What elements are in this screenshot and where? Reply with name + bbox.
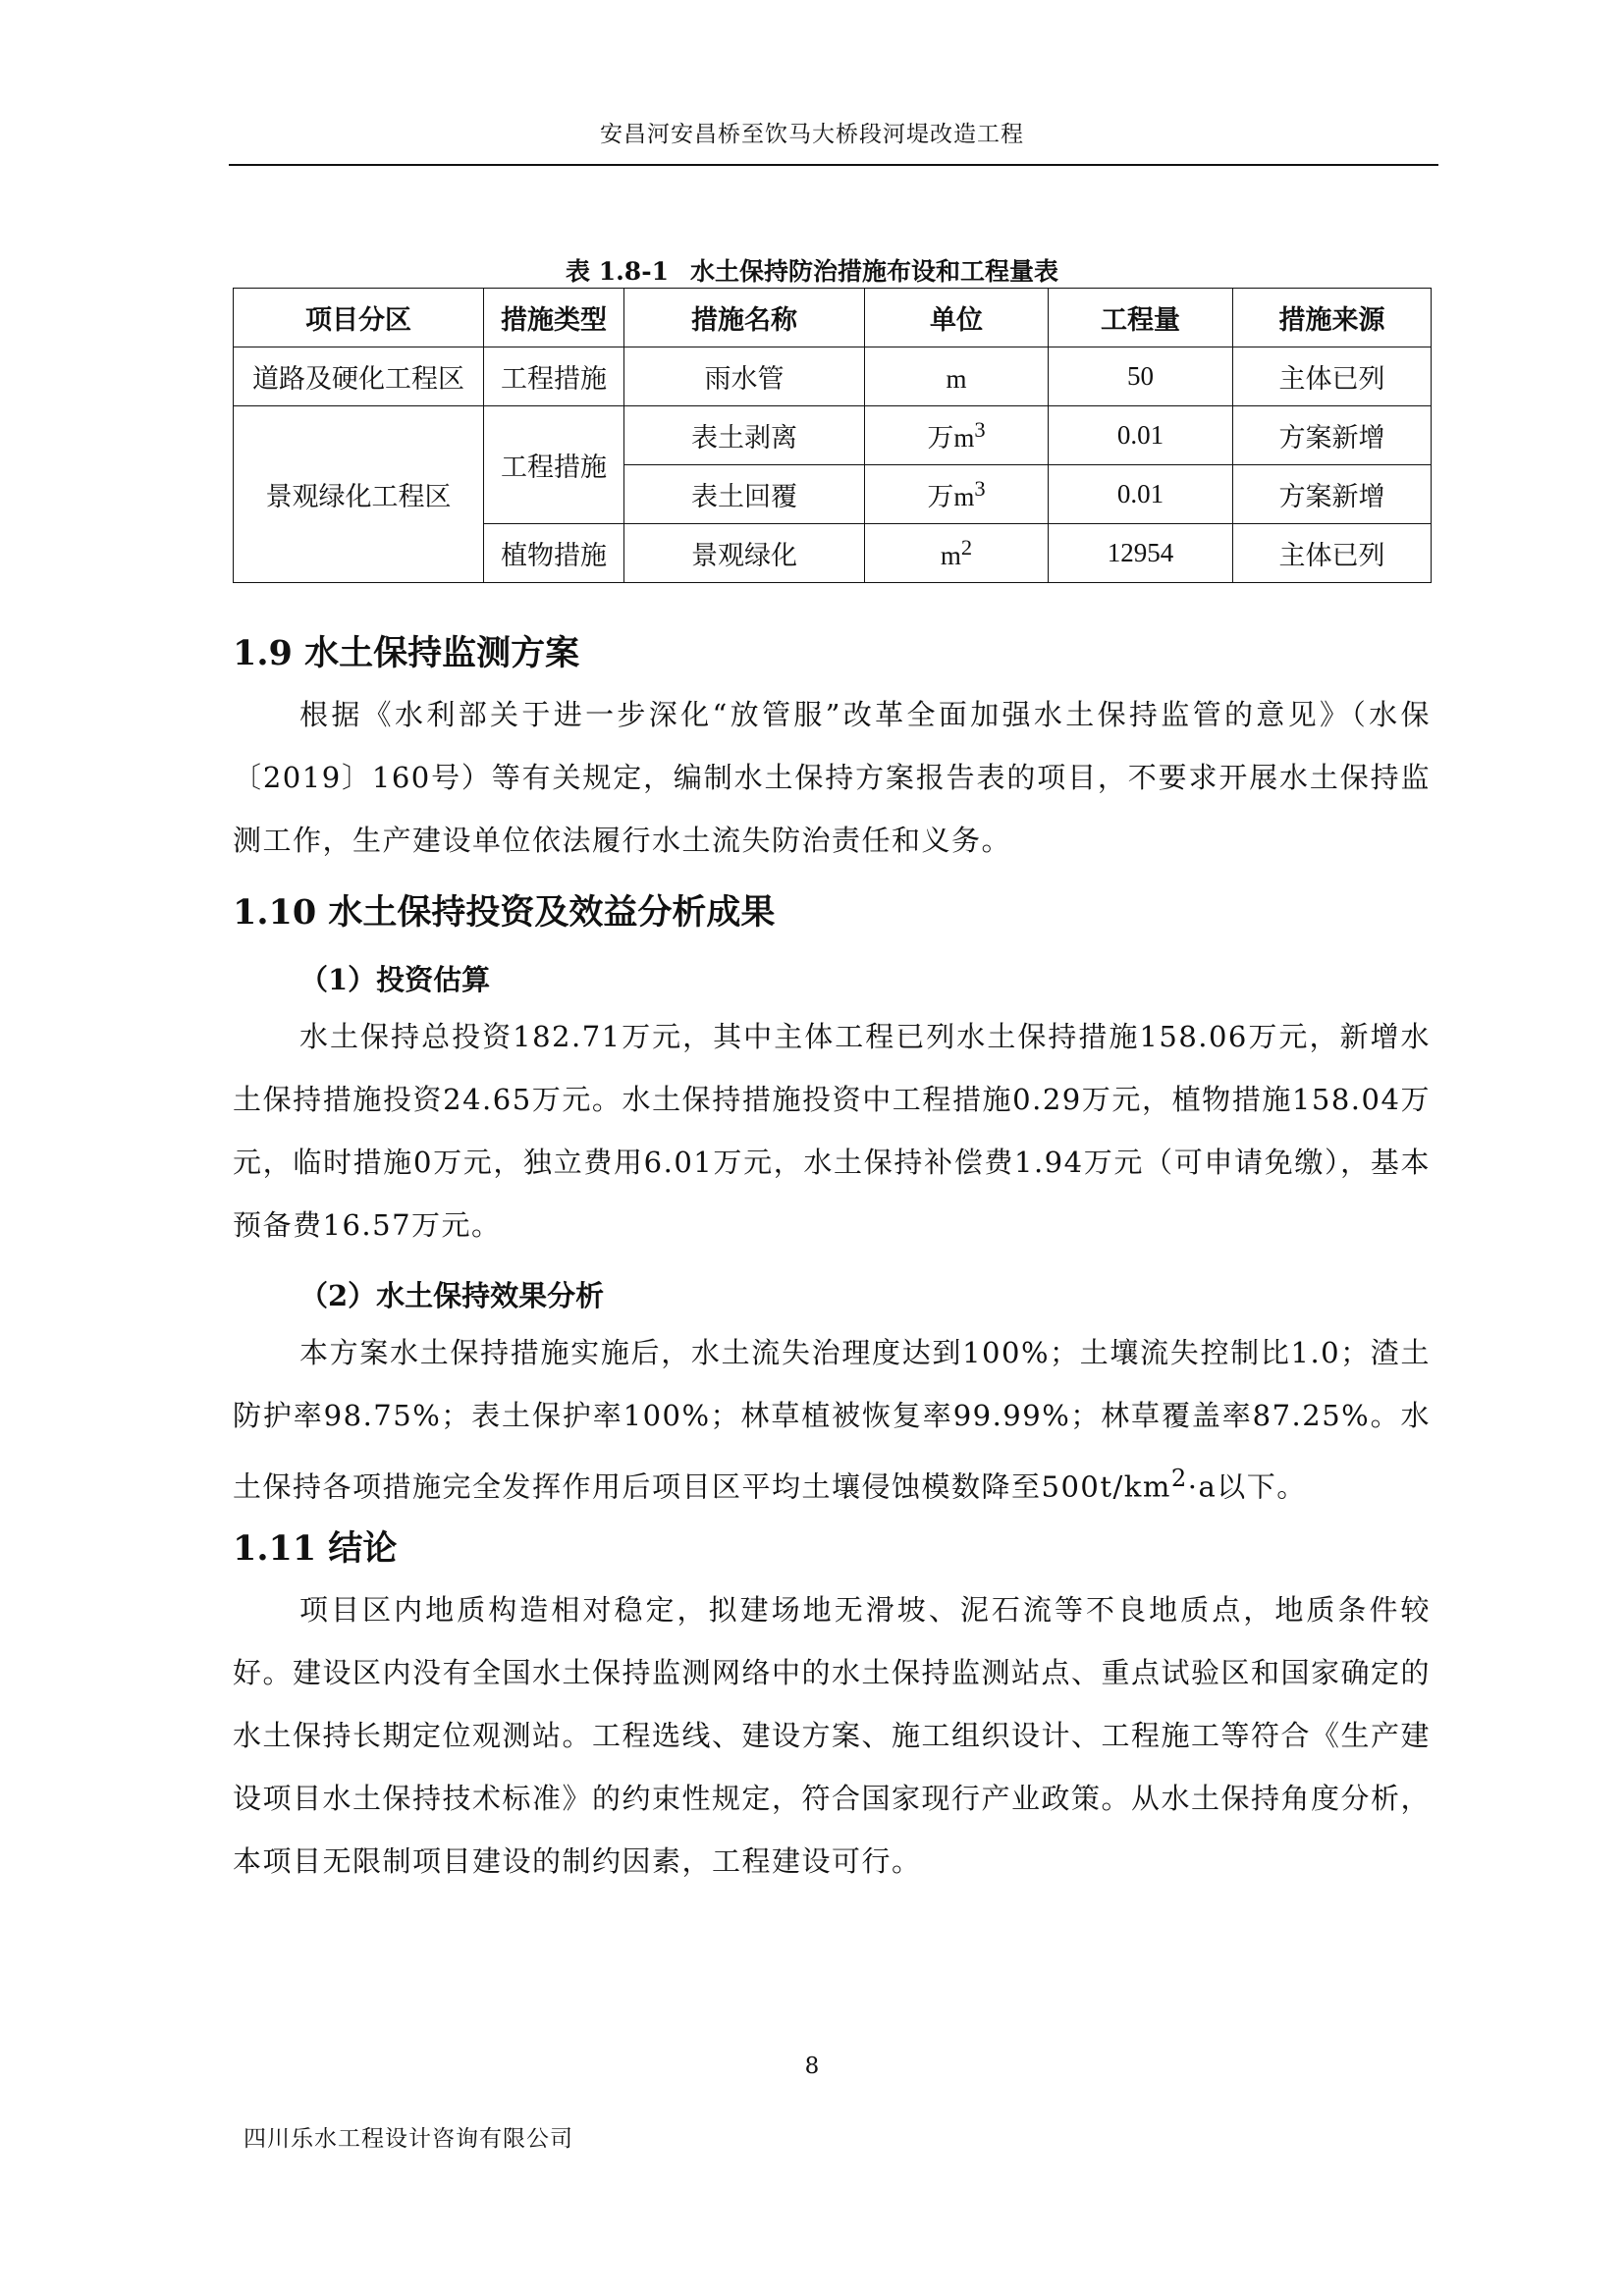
document-header-title: 安昌河安昌桥至饮马大桥段河堤改造工程 bbox=[600, 122, 1024, 147]
table-caption-title: 水土保持防治措施布设和工程量表 bbox=[689, 257, 1058, 286]
cell-unit bbox=[865, 465, 1049, 524]
cell-source: 主体已列 bbox=[1233, 524, 1432, 583]
cell-quantity: 50 bbox=[1049, 347, 1233, 406]
effect-analysis-paragraph bbox=[233, 1321, 1431, 1519]
table-caption-number: 表 1.8-1 bbox=[566, 257, 669, 286]
cell-zone: 道路及硬化工程区 bbox=[234, 347, 484, 406]
cell-quantity: 0.01 bbox=[1049, 406, 1233, 465]
effect-text-a: 本方案水土保持措施实施后，水土流失治理度达到100%；土壤流失控制比1.0；渣土防护率98.75%；表土保护率100%；林草植被恢复率99.99%；林草覆盖率87.25%。水土保持各项措施完全发挥作用后项目区平均土壤侵蚀模数降至500t/km bbox=[233, 1336, 1431, 1504]
column-header: 措施名称 bbox=[624, 289, 865, 347]
cell-type: 工程措施 bbox=[484, 347, 624, 406]
page-number: 8 bbox=[804, 2054, 820, 2079]
cell-name: 景观绿化 bbox=[624, 524, 865, 583]
table-row bbox=[234, 347, 1432, 406]
cell-unit bbox=[865, 524, 1049, 583]
table-row bbox=[234, 406, 1432, 465]
unit-text: 万m bbox=[927, 482, 975, 511]
column-header: 措施类型 bbox=[484, 289, 624, 347]
subheading-effect-analysis: （2）水土保持效果分析 bbox=[299, 1279, 605, 1312]
cell-name: 表土回覆 bbox=[624, 465, 865, 524]
section-heading-1-10: 1.10 水土保持投资及效益分析成果 bbox=[233, 892, 776, 933]
column-header: 措施来源 bbox=[1233, 289, 1432, 347]
cell-source: 主体已列 bbox=[1233, 347, 1432, 406]
column-header: 项目分区 bbox=[234, 289, 484, 347]
unit-sup: 3 bbox=[974, 417, 986, 442]
investment-paragraph: 水土保持总投资182.71万元，其中主体工程已列水土保持措施158.06万元，新增水土保持措施投资24.65万元。水土保持措施投资中工程措施0.29万元，植物措施158.04万元，临时措施0万元，独立费用6.01万元，水土保持补偿费1.94万元（可申请免缴），基本预备费16.57万元。 bbox=[233, 1020, 1431, 1242]
effect-text-b: ·a以下。 bbox=[1187, 1469, 1307, 1504]
cell-unit bbox=[865, 406, 1049, 465]
cell-type: 工程措施 bbox=[484, 406, 624, 524]
conclusion-paragraph: 项目区内地质构造相对稳定，拟建场地无滑坡、泥石流等不良地质点，地质条件较好。建设区内没有全国水土保持监测网络中的水土保持监测站点、重点试验区和国家确定的水土保持长期定位观测站。工程选线、建设方案、施工组织设计、工程施工等符合《生产建设项目水土保持技术标准》的约束性规定，符合国家现行产业政策。从水土保持角度分析，本项目无限制项目建设的制约因素，工程建设可行。 bbox=[233, 1593, 1432, 1878]
footer-company-name: 四川乐水工程设计咨询有限公司 bbox=[244, 2126, 573, 2152]
header-divider bbox=[229, 164, 1438, 166]
cell-zone: 景观绿化工程区 bbox=[234, 406, 484, 583]
cell-quantity: 12954 bbox=[1049, 524, 1233, 583]
cell-name: 表土剥离 bbox=[624, 406, 865, 465]
column-header: 单位 bbox=[865, 289, 1049, 347]
cell-quantity: 0.01 bbox=[1049, 465, 1233, 524]
subheading-investment: （1）投资估算 bbox=[299, 963, 491, 996]
table-caption bbox=[0, 252, 1624, 288]
cell-source: 方案新增 bbox=[1233, 465, 1432, 524]
section-heading-1-11: 1.11 结论 bbox=[233, 1528, 398, 1569]
unit-text: 万m bbox=[927, 423, 975, 453]
unit-sup: 2 bbox=[960, 535, 973, 560]
cell-name: 雨水管 bbox=[624, 347, 865, 406]
cell-type: 植物措施 bbox=[484, 524, 624, 583]
section-heading-1-9: 1.9 水土保持监测方案 bbox=[233, 633, 580, 673]
unit-text: m bbox=[940, 541, 961, 570]
cell-unit bbox=[865, 347, 1049, 406]
column-header: 工程量 bbox=[1049, 289, 1233, 347]
unit-sup: 3 bbox=[974, 476, 986, 501]
cell-source: 方案新增 bbox=[1233, 406, 1432, 465]
effect-sup: 2 bbox=[1170, 1465, 1188, 1492]
unit-text: m bbox=[946, 364, 967, 394]
measures-table bbox=[233, 288, 1432, 583]
table-header-row bbox=[234, 289, 1432, 347]
section-1-9-paragraph: 根据《水利部关于进一步深化“放管服”改革全面加强水土保持监管的意见》（水保〔2019〕160号）等有关规定，编制水土保持方案报告表的项目，不要求开展水土保持监测工作，生产建设单位依法履行水土流失防治责任和义务。 bbox=[233, 698, 1431, 857]
